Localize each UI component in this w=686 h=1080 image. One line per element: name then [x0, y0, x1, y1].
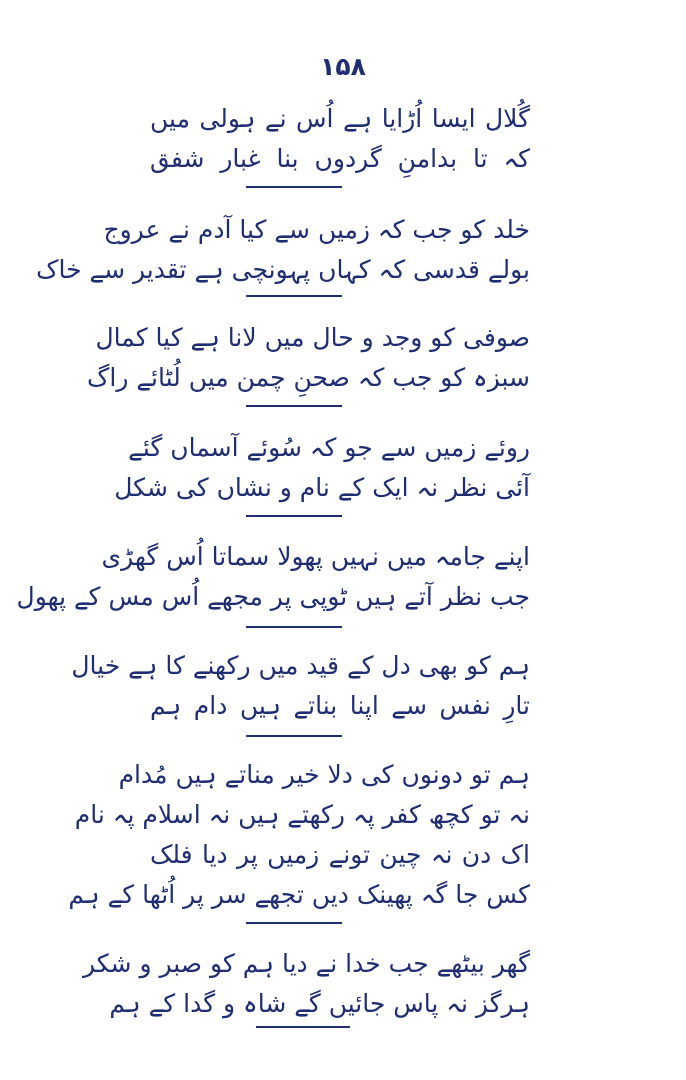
verse-line: اک دن نہ چین تونے زمیں پر دیا فلک — [150, 840, 530, 869]
verse-line: کس جا گہ پھینک دیں تجھے سر پر اُٹھا کے ہم — [68, 880, 530, 909]
stanza-divider — [246, 626, 342, 628]
verse-line: روئے زمیں سے جو کہ سُوئے آسماں گئے — [128, 433, 530, 462]
stanza-5 — [16, 537, 530, 617]
stanza-2 — [36, 210, 530, 290]
stanza-divider — [246, 405, 342, 407]
stanza-divider — [246, 922, 342, 924]
stanza-divider — [246, 515, 342, 517]
stanza-divider — [246, 735, 342, 737]
verse-line: ہم تو دونوں کی دلا خیر مناتے ہیں مُدام — [118, 760, 530, 789]
verse-line: ہم کو بھی دل کے قید میں رکھنے کا ہے خیال — [71, 651, 530, 680]
stanza-1 — [150, 99, 530, 179]
verse-line: اپنے جامہ میں نہیں پھولا سماتا اُس گھڑی — [101, 542, 530, 571]
verse-line: ہرگز نہ پاس جائیں گے شاہ و گدا کے ہم — [109, 989, 530, 1018]
verse-line: بولے قدسی کہ کہاں پہونچی ہے تقدیر سے خاک — [36, 255, 530, 284]
stanza-7 — [68, 755, 530, 915]
stanza-8 — [82, 944, 530, 1024]
stanza-divider — [246, 186, 342, 188]
verse-line: تارِ نفس سے اپنا بناتے ہیں دام ہم — [150, 691, 530, 720]
stanza-4 — [114, 428, 530, 508]
verse-line: گھر بیٹھے جب خدا نے دیا ہم کو صبر و شکر — [82, 949, 530, 978]
verse-line: کہ تا بدامنِ گردوں بنا غبار شفق — [150, 144, 530, 173]
verse-line: خلد کو جب کہ زمیں سے کیا آدم نے عروج — [103, 215, 530, 244]
stanza-divider — [256, 1026, 350, 1028]
page-number: ۱۵۸ — [320, 52, 366, 81]
stanza-divider — [246, 295, 342, 297]
verse-line: سبزہ کو جب کہ صحنِ چمن میں لُٹائے راگ — [87, 363, 530, 392]
verse-line: جب نظر آتے ہیں ٹوپی پر مجھے اُس مس کے پھول — [16, 582, 530, 611]
stanza-6 — [71, 646, 530, 726]
verse-line: صوفی کو وجد و حال میں لانا ہے کیا کمال — [95, 323, 530, 352]
verse-line: نہ تو کچھ کفر پہ رکھتے ہیں نہ اسلام پہ نام — [74, 800, 530, 829]
verse-line: گُلال ایسا اُڑایا ہے اُس نے ہولی میں — [150, 104, 530, 133]
stanza-3 — [87, 318, 530, 398]
verse-line: آئی نظر نہ ایک کے نام و نشاں کی شکل — [114, 473, 530, 502]
